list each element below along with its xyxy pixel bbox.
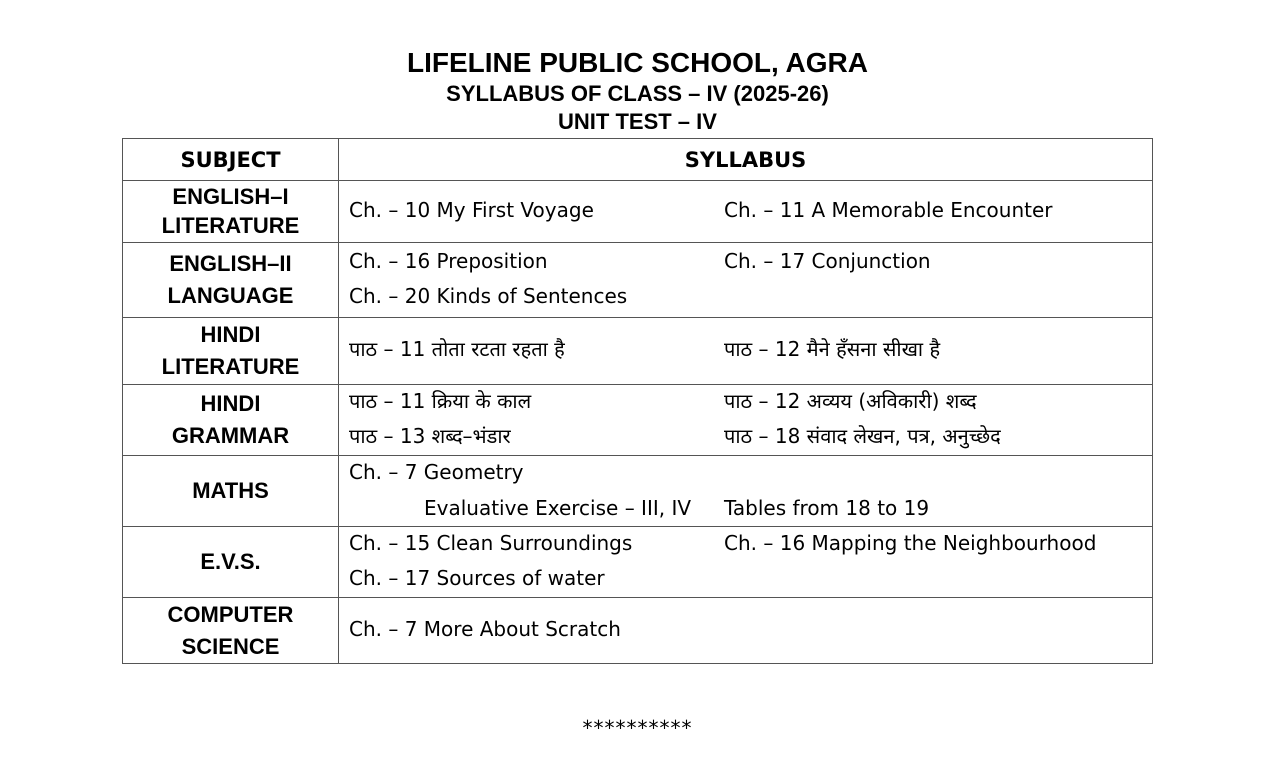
document-header [0,46,1275,135]
column-header-syllabus: SYLLABUS [339,139,1153,181]
syllabus-item: Ch. – 15 Clean Surroundings [349,531,633,555]
subject-cell [123,598,339,664]
syllabus-item: Tables from 18 to 19 [724,496,930,520]
syllabus-item: पाठ – 18 संवाद लेखन, पत्र, अनुच्छेद [724,424,1001,448]
syllabus-item: Evaluative Exercise – III, IV [424,496,692,520]
subject-line: MATHS [192,478,269,503]
syllabus-item: Ch. – 7 Geometry [349,460,524,484]
table-row [123,243,1153,318]
subject-line: HINDI [200,322,261,347]
subject-cell [123,181,339,243]
subject-line: LITERATURE [161,212,300,238]
school-name: LIFELINE PUBLIC SCHOOL, AGRA [407,47,868,78]
syllabus-item: Ch. – 17 Conjunction [724,249,931,273]
syllabus-item: पाठ – 12 अव्यय (अविकारी) शब्द [724,389,977,413]
table-row [123,181,1153,243]
subject-cell [123,243,339,318]
subject-line: E.V.S. [200,549,261,574]
column-header-subject: SUBJECT [123,139,339,181]
footer-separator: ********** [582,716,693,740]
subject-cell [123,527,339,598]
syllabus-cell [339,527,1153,598]
table-row [123,318,1153,385]
table-header-row [123,139,1153,181]
subject-line: ENGLISH–II [169,251,292,276]
syllabus-item: पाठ – 13 शब्द–भंडार [349,424,511,448]
table-row [123,527,1153,598]
subject-cell [123,318,339,385]
syllabus-item: पाठ – 12 मैने हँसना सीखा है [724,337,941,361]
syllabus-item: पाठ – 11 क्रिया के काल [349,389,532,413]
subject-line: ENGLISH–I [172,183,289,209]
syllabus-cell [339,456,1153,527]
syllabus-item: Ch. – 7 More About Scratch [349,617,621,641]
subject-line: COMPUTER [167,601,294,627]
subject-cell [123,456,339,527]
syllabus-cell [339,243,1153,318]
subject-line: GRAMMAR [171,423,290,448]
syllabus-item: Ch. – 17 Sources of water [349,566,605,590]
syllabus-cell [339,598,1153,664]
syllabus-item: Ch. – 20 Kinds of Sentences [349,284,628,308]
table-row [123,456,1153,527]
syllabus-item: Ch. – 10 My First Voyage [349,198,594,222]
table-row [123,598,1153,664]
syllabus-cell [339,318,1153,385]
syllabus-cell [339,181,1153,243]
syllabus-table [122,138,1153,664]
syllabus-item: Ch. – 16 Preposition [349,249,548,273]
syllabus-item: Ch. – 16 Mapping the Neighbourhood [724,531,1097,555]
table-row [123,385,1153,456]
exam-title: UNIT TEST – IV [558,109,717,134]
syllabus-item: Ch. – 11 A Memorable Encounter [724,198,1053,222]
subject-line: HINDI [200,391,261,416]
subject-line: SCIENCE [181,633,280,659]
syllabus-item: पाठ – 11 तोता रटता रहता है [349,337,565,361]
subject-cell [123,385,339,456]
subject-line: LITERATURE [161,354,300,379]
syllabus-title: SYLLABUS OF CLASS – IV (2025-26) [446,81,829,106]
syllabus-cell [339,385,1153,456]
subject-line: LANGUAGE [167,283,294,308]
